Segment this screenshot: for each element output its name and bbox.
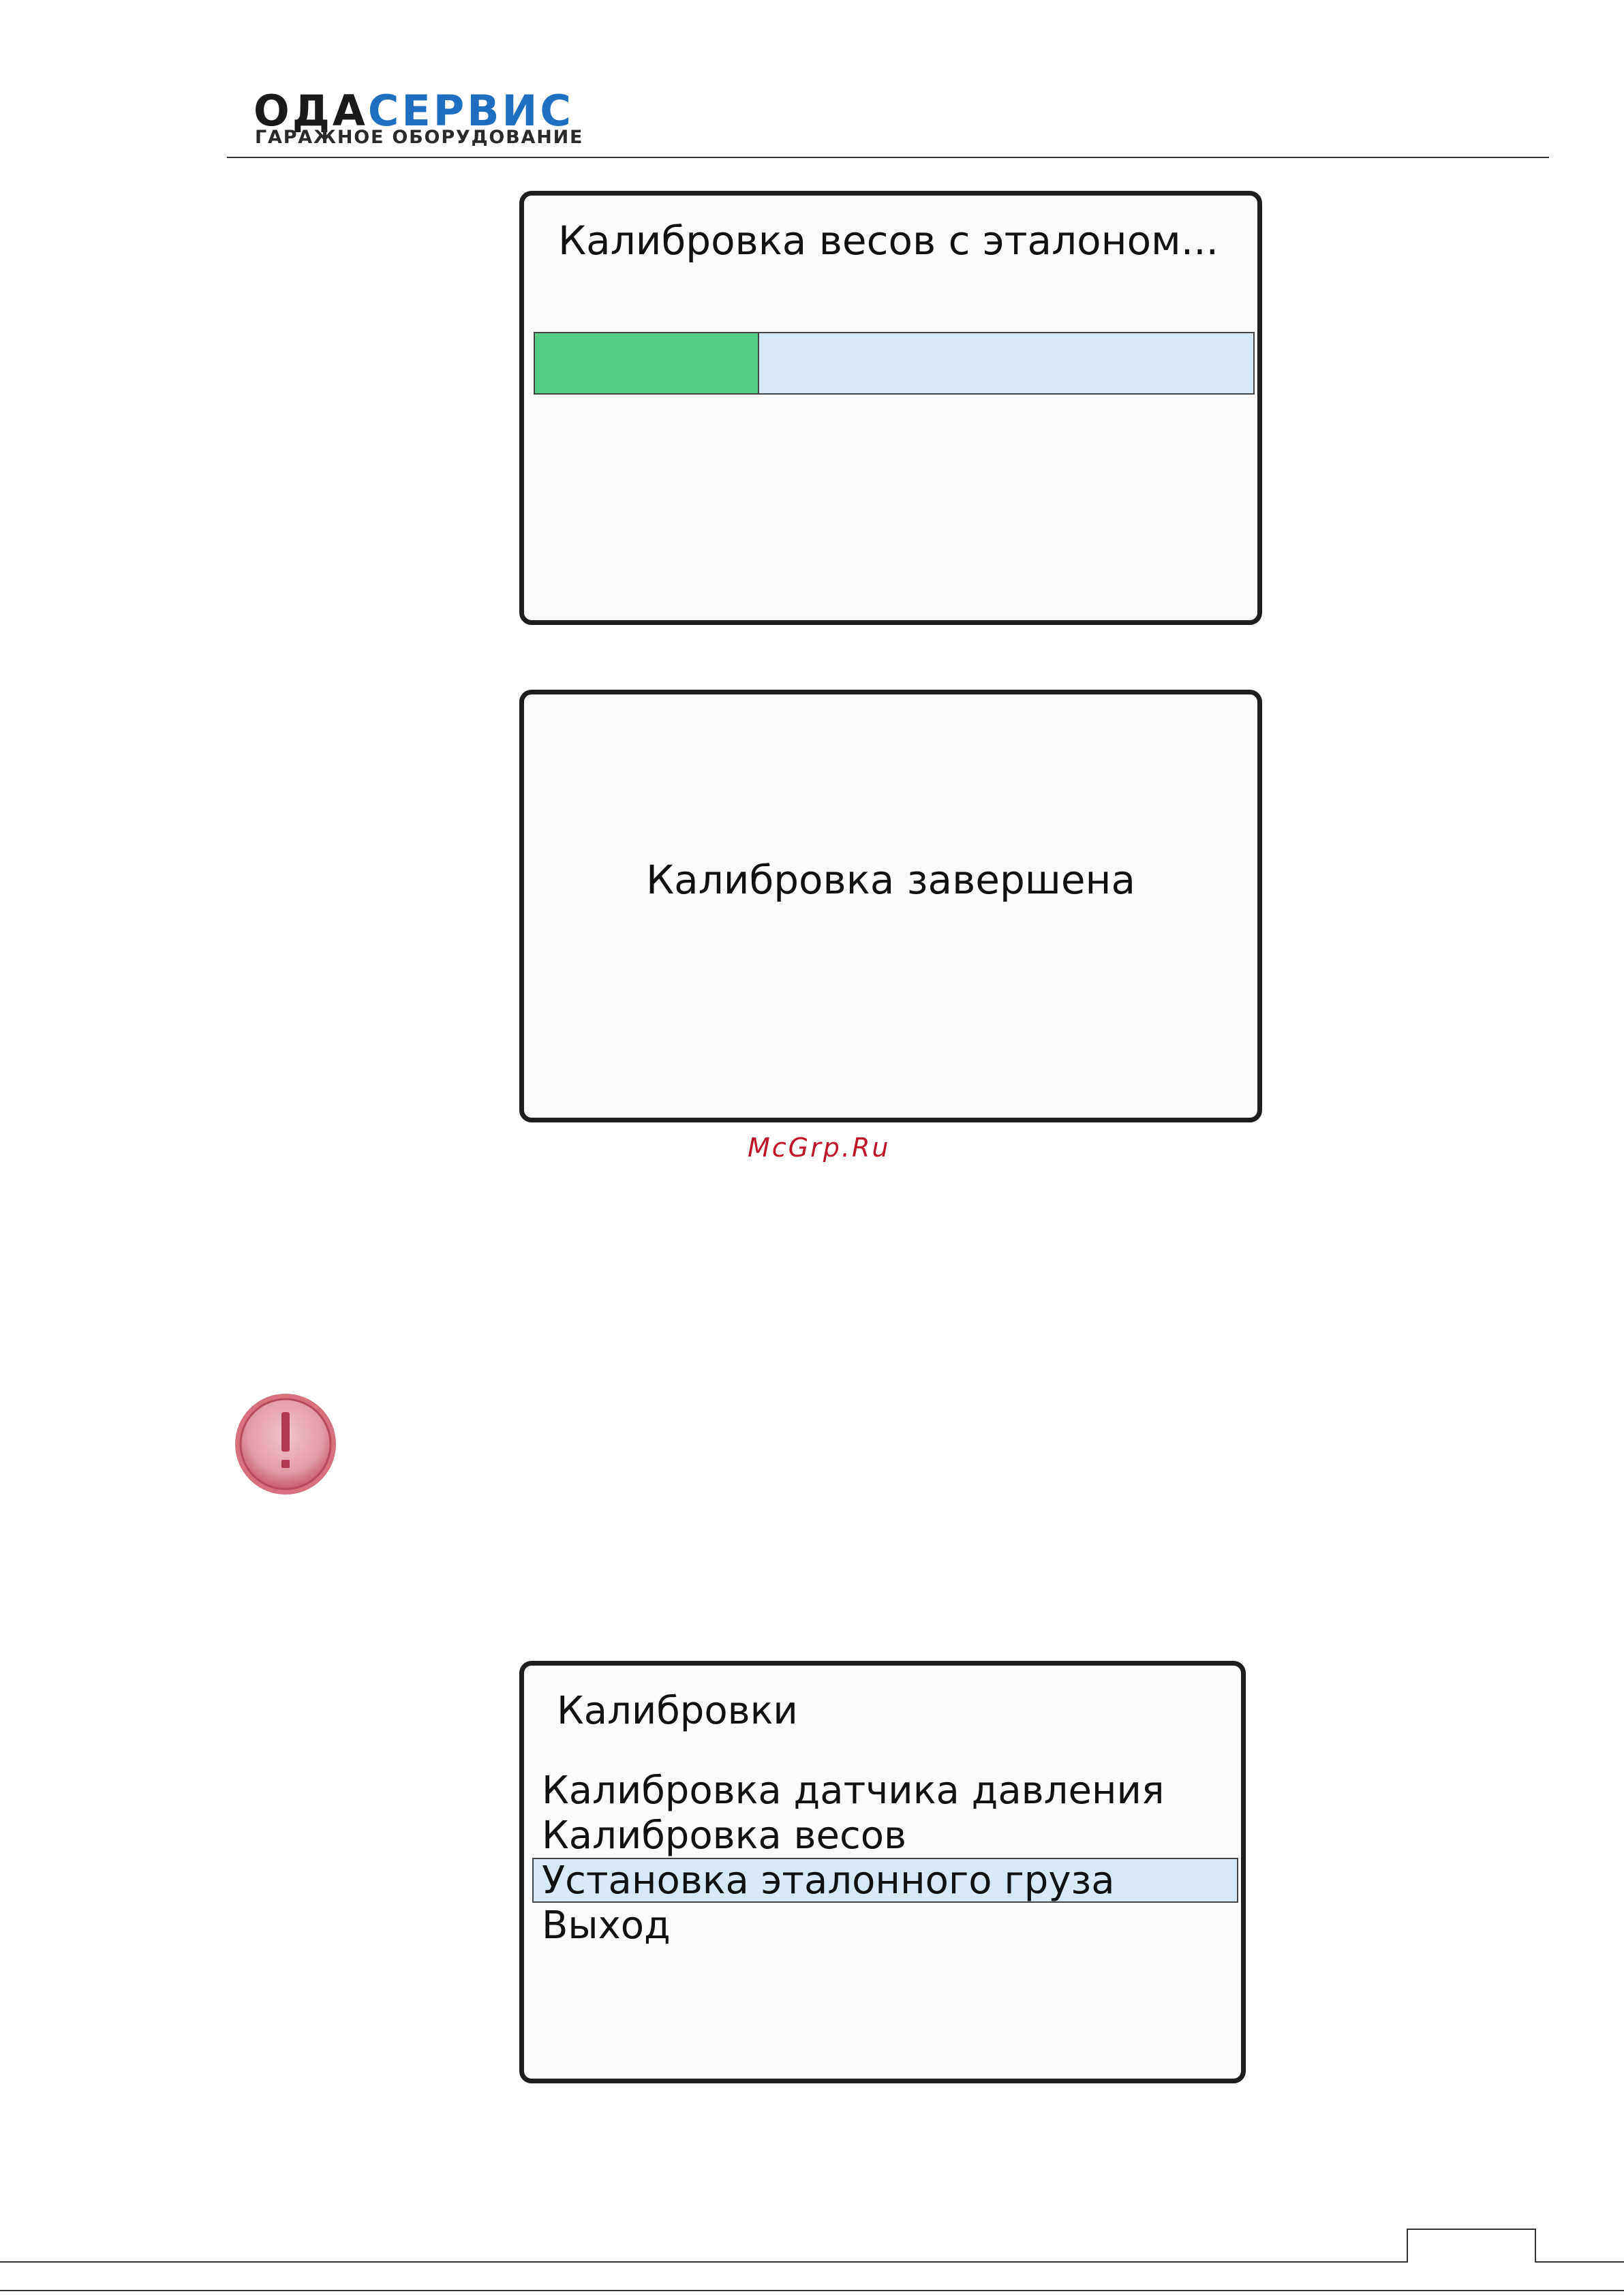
company-logo [254, 86, 584, 150]
menu-item-scale[interactable]: Калибровка весов [542, 1813, 907, 1858]
calibration-menu [532, 1768, 1238, 1948]
menu-title: Калибровки [557, 1689, 798, 1733]
menu-item-pressure-sensor[interactable]: Калибровка датчика давления [542, 1769, 1165, 1813]
footer-rule-left [0, 2261, 1408, 2263]
logo-word-part1: ОДА [254, 86, 368, 136]
calibrations-menu-screen [519, 1661, 1246, 2083]
logo-word-part2: СЕРВИС [367, 86, 574, 136]
footer-rule-right [1535, 2261, 1624, 2263]
footer-divider [0, 2290, 1624, 2291]
header-divider [227, 157, 1549, 158]
menu-item-exit[interactable]: Выход [542, 1903, 671, 1948]
warning-exclamation-icon [232, 1390, 339, 1498]
page-number-tab [1407, 2229, 1536, 2263]
screen-title: Калибровка весов с эталоном... [558, 217, 1219, 264]
watermark: McGrp.Ru [748, 1133, 891, 1163]
progress-bar [534, 332, 1255, 395]
menu-item-reference-weight[interactable]: Установка эталонного груза [532, 1858, 1238, 1903]
status-message: Калибровка завершена [645, 857, 1136, 903]
progress-bar-fill [535, 333, 759, 393]
calibration-progress-screen [519, 191, 1262, 625]
calibration-complete-screen [519, 690, 1262, 1122]
logo-subtitle: ГАРАЖНОЕ ОБОРУДОВАНИЕ [255, 127, 584, 148]
